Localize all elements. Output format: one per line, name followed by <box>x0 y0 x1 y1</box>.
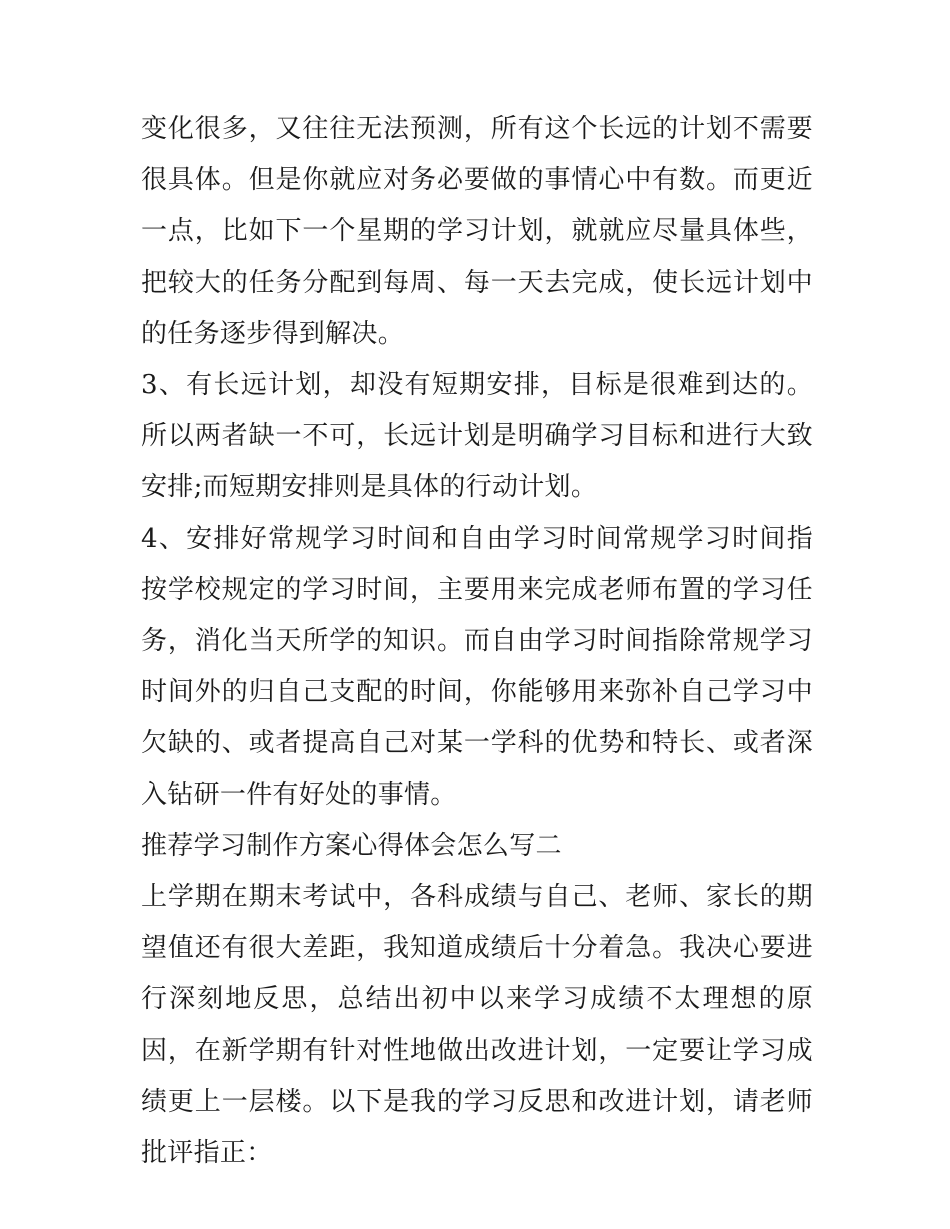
paragraph-item-3: 3、有长远计划，却没有短期安排，目标是很难到达的。所以两者缺一不可，长远计划是明确学习目标和进行大致安排;而短期安排则是具体的行动计划。 <box>141 370 813 503</box>
paragraph-reflection-intro: 上学期在期末考试中，各科成绩与自己、老师、家长的期望值还有很大差距，我知道成绩后十分着急。我决心要进行深刻地反思，总结出初中以来学习成绩不太理想的原因，在新学期有针对性地做出改进计划，一定要让学习成绩更上一层楼。以下是我的学习反思和改进计划，请老师批评指正： <box>141 882 813 1169</box>
paragraph-item-4: 4、安排好常规学习时间和自由学习时间常规学习时间指按学校规定的学习时间，主要用来完成老师布置的学习任务，消化当天所学的知识。而自由学习时间指除常规学习时间外的归自己支配的时间，你能够用来弥补自己学习中欠缺的、或者提高自己对某一学科的优势和特长、或者深入钻研一件有好处的事情。 <box>141 523 813 810</box>
document-body <box>141 104 813 1179</box>
section-heading: 推荐学习制作方案心得体会怎么写二 <box>141 830 562 861</box>
paragraph-plan-detail: 变化很多，又往往无法预测，所有这个长远的计划不需要很具体。但是你就应对务必要做的事情心中有数。而更近一点，比如下一个星期的学习计划，就就应尽量具体些，把较大的任务分配到每周、每一天去完成，使长远计划中的任务逐步得到解决。 <box>141 114 813 349</box>
